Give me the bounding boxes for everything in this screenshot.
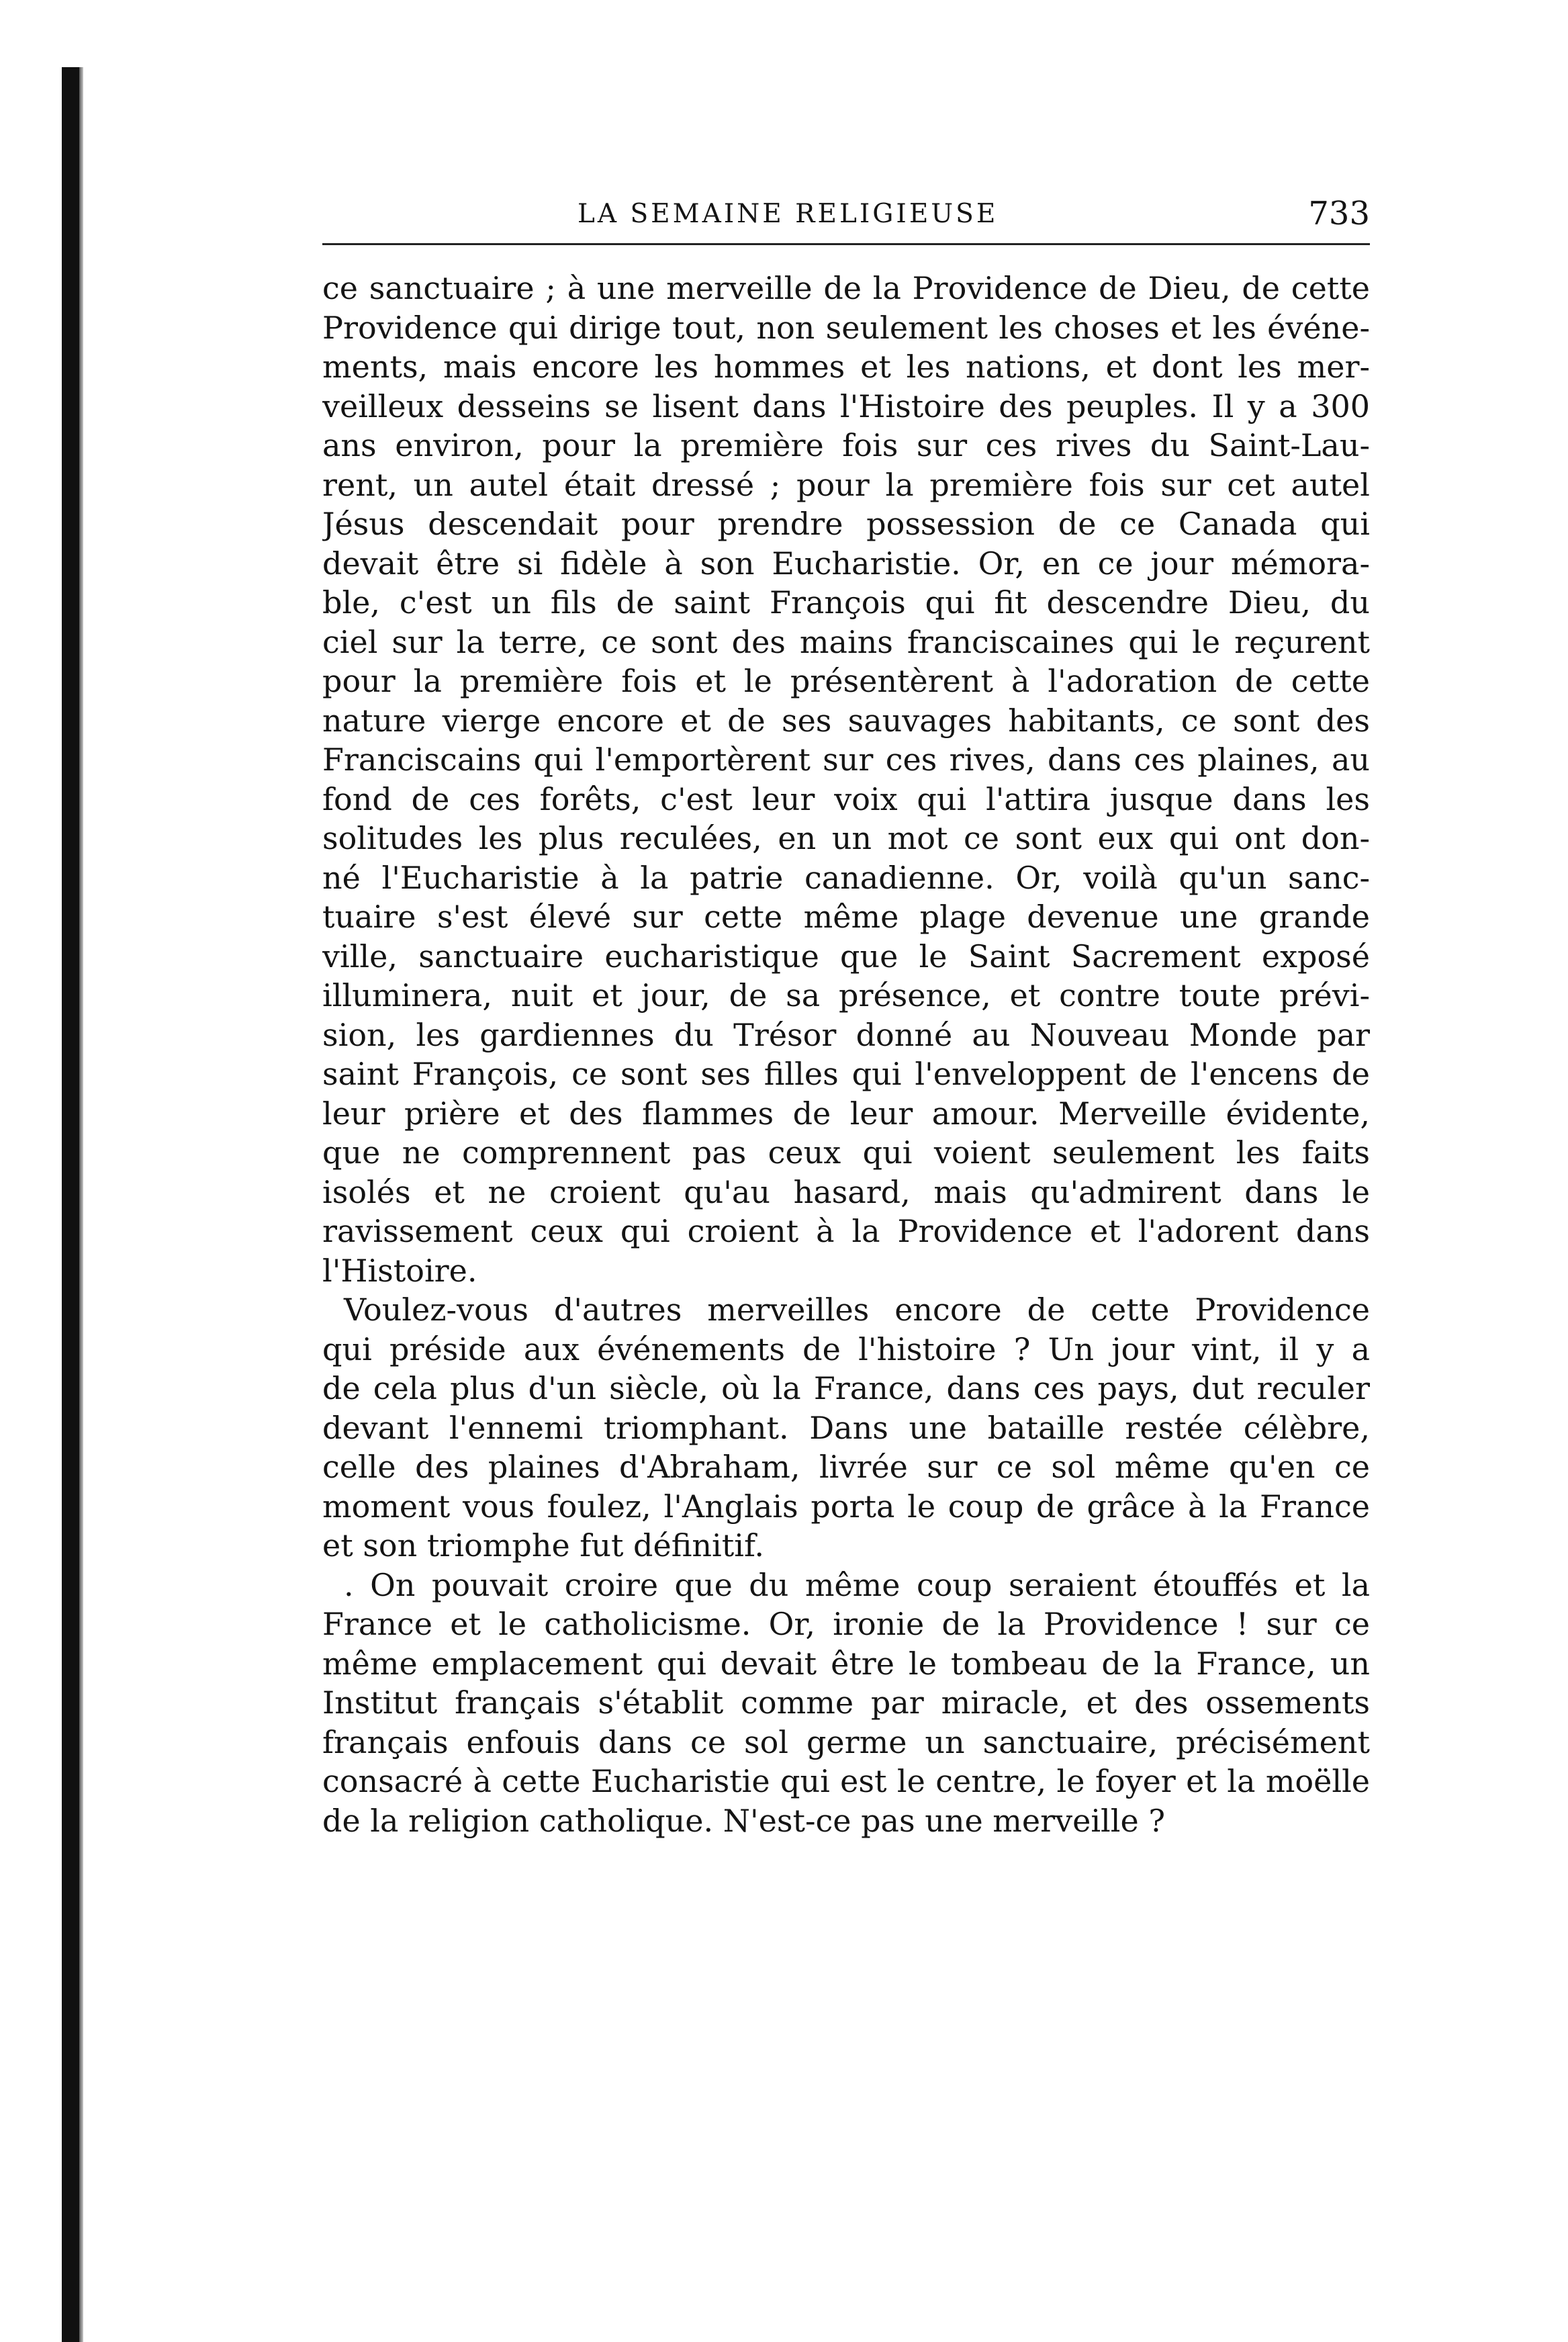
text-line: devant l'ennemi triomphant. Dans une bataille restée célèbre, bbox=[322, 1409, 1370, 1446]
text-line: même emplacement qui devait être le tombeau de la France, un bbox=[322, 1645, 1370, 1682]
text-line: français enfouis dans ce sol germe un sanctuaire, précisément bbox=[322, 1723, 1370, 1760]
text-line: fond de ces forêts, c'est leur voix qui l'attira jusque dans les bbox=[322, 780, 1370, 817]
text-line: né l'Eucharistie à la patrie canadienne. Or, voilà qu'un sanc- bbox=[322, 859, 1370, 896]
paragraph bbox=[322, 1566, 1370, 1841]
text-line: tuaire s'est élevé sur cette même plage devenue une grande bbox=[322, 899, 1370, 935]
text-line: ville, sanctuaire eucharistique que le Saint Sacrement exposé bbox=[322, 938, 1370, 975]
text-line: ble, c'est un fils de saint François qui fit descendre Dieu, du bbox=[322, 584, 1370, 621]
text-line: celle des plaines d'Abraham, livrée sur ce sol même qu'en ce bbox=[322, 1449, 1370, 1485]
running-head: LA SEMAINE RELIGIEUSE bbox=[578, 199, 999, 229]
text-line: Institut français s'établit comme par miracle, et des ossements bbox=[322, 1684, 1370, 1721]
text-line: leur prière et des flammes de leur amour. Merveille évidente, bbox=[322, 1095, 1370, 1132]
text-line: ciel sur la terre, ce sont des mains franciscaines qui le reçurent bbox=[322, 623, 1370, 660]
paragraph bbox=[322, 1290, 1370, 1566]
text-line: saint François, ce sont ses filles qui l'enveloppent de l'encens de bbox=[322, 1056, 1370, 1092]
text-line: ments, mais encore les hommes et les nations, et dont les mer- bbox=[322, 349, 1370, 385]
text-line: . On pouvait croire que du même coup seraient étouffés et la bbox=[344, 1566, 1370, 1603]
text-line: Providence qui dirige tout, non seulement les choses et les événe- bbox=[322, 309, 1370, 346]
text-line: l'Histoire. bbox=[322, 1252, 477, 1289]
text-line: veilleux desseins se lisent dans l'Histoire des peuples. Il y a 300 bbox=[322, 388, 1370, 424]
text-line: de la religion catholique. N'est-ce pas une merveille ? bbox=[322, 1802, 1165, 1839]
header-rule bbox=[322, 243, 1370, 245]
text-line: de cela plus d'un siècle, où la France, dans ces pays, dut reculer bbox=[322, 1370, 1370, 1406]
text-line: sion, les gardiennes du Trésor donné au Nouveau Monde par bbox=[322, 1016, 1370, 1053]
paragraph bbox=[322, 269, 1370, 1290]
text-line: Jésus descendait pour prendre possession de ce Canada qui bbox=[322, 506, 1370, 542]
text-line: ans environ, pour la première fois sur ces rives du Saint-Lau- bbox=[322, 427, 1370, 463]
text-line: Franciscains qui l'emportèrent sur ces rives, dans ces plaines, au bbox=[322, 741, 1370, 778]
text-line: que ne comprennent pas ceux qui voient seulement les faits bbox=[322, 1134, 1370, 1171]
text-line: Voulez-vous d'autres merveilles encore de cette Providence bbox=[344, 1292, 1370, 1328]
text-line: moment vous foulez, l'Anglais porta le coup de grâce à la France bbox=[322, 1488, 1370, 1525]
text-line: solitudes les plus reculées, en un mot ce sont eux qui ont don- bbox=[322, 820, 1370, 856]
text-line: qui préside aux événements de l'histoire ? Un jour vint, il y a bbox=[322, 1331, 1370, 1367]
text-line: pour la première fois et le présentèrent à l'adoration de cette bbox=[322, 663, 1370, 699]
page-header bbox=[322, 195, 1370, 235]
page-number: 733 bbox=[1308, 195, 1370, 232]
page-edge bbox=[79, 67, 83, 2342]
body-text bbox=[322, 269, 1370, 1840]
text-line: nature vierge encore et de ses sauvages habitants, ce sont des bbox=[322, 702, 1370, 739]
text-line: ce sanctuaire ; à une merveille de la Providence de Dieu, de cette bbox=[322, 270, 1370, 306]
text-line: France et le catholicisme. Or, ironie de la Providence ! sur ce bbox=[322, 1606, 1370, 1642]
text-line: rent, un autel était dressé ; pour la première fois sur cet autel bbox=[322, 466, 1370, 503]
text-line: consacré à cette Eucharistie qui est le centre, le foyer et la moëlle bbox=[322, 1763, 1370, 1799]
text-line: isolés et ne croient qu'au hasard, mais qu'admirent dans le bbox=[322, 1173, 1370, 1210]
text-line: et son triomphe fut définitif. bbox=[322, 1527, 764, 1564]
text-line: ravissement ceux qui croient à la Providence et l'adorent dans bbox=[322, 1213, 1370, 1249]
text-line: devait être si fidèle à son Eucharistie. Or, en ce jour mémora- bbox=[322, 545, 1370, 582]
text-line: illuminera, nuit et jour, de sa présence, et contre toute prévi- bbox=[322, 977, 1370, 1014]
book-spine-shadow bbox=[62, 67, 79, 2342]
